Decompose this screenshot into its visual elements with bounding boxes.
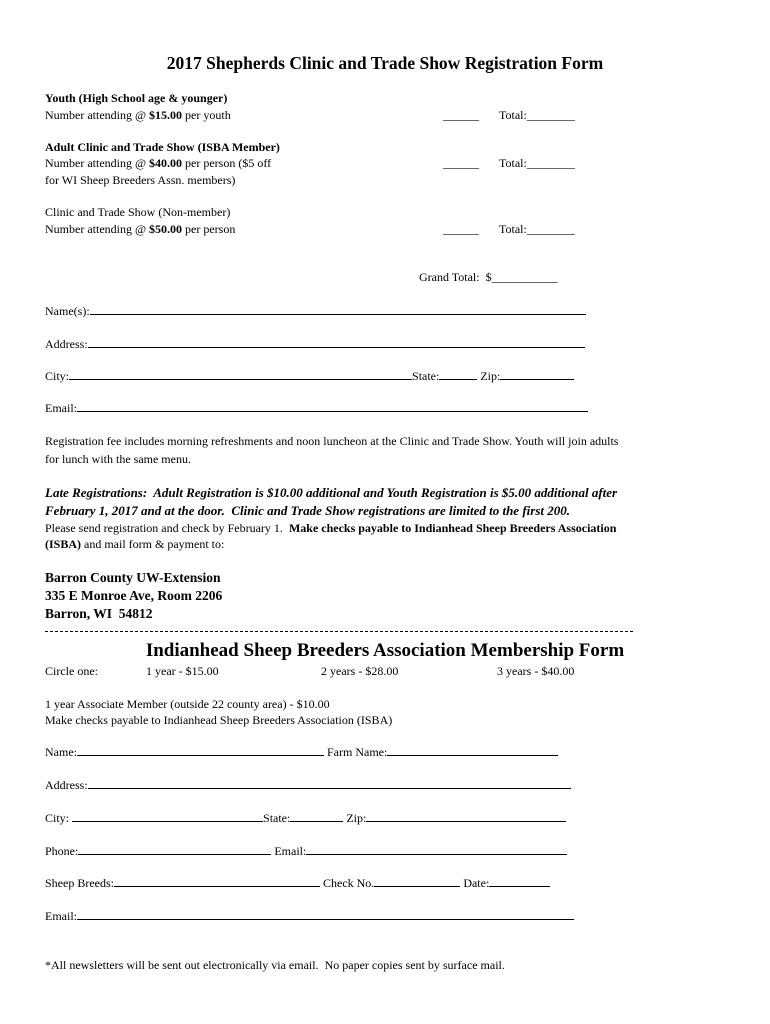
mail-address-line-1: Barron County UW-Extension (45, 570, 221, 585)
member-city-state-zip-field[interactable]: City: State: Zip: (45, 810, 566, 826)
late-registration-line-1: Late Registrations: Adult Registration is $10.00 additional and Youth Registration is $5.00 additional after (45, 485, 618, 500)
mail-address-line-3: Barron, WI 54812 (45, 606, 153, 621)
option-2-years[interactable]: 2 years - $28.00 (321, 664, 399, 678)
send-instructions-line-2: (ISBA) and mail form & payment to: (45, 537, 225, 551)
grand-total-field[interactable]: Grand Total: $___________ (419, 270, 558, 284)
cut-line-divider (45, 631, 633, 632)
associate-member-option[interactable]: 1 year Associate Member (outside 22 county area) - $10.00 (45, 697, 330, 711)
youth-count-field[interactable]: ______ (443, 108, 479, 122)
membership-title: Indianhead Sheep Breeders Association Membership Form (145, 640, 625, 661)
youth-price: $15.00 (149, 108, 183, 122)
address-field[interactable]: Address: (45, 336, 585, 352)
adult-member-count-field[interactable]: ______ (443, 156, 479, 170)
fee-note-line-2: for lunch with the same menu. (45, 452, 191, 466)
adult-member-price: $40.00 (149, 156, 183, 170)
youth-rate-line: Number attending @ $15.00 per youth (45, 108, 231, 122)
newsletter-note: *All newsletters will be sent out electronically via email. No paper copies sent by surface mail. (45, 958, 505, 972)
member-breeds-check-date-field[interactable]: Sheep Breeds: Check No. Date: (45, 875, 550, 891)
non-member-heading: Clinic and Trade Show (Non-member) (45, 205, 231, 219)
circle-one-label: Circle one: (45, 664, 98, 678)
option-3-years[interactable]: 3 years - $40.00 (497, 664, 575, 678)
names-field[interactable]: Name(s): (45, 303, 586, 319)
adult-member-total-field[interactable]: Total:________ (499, 156, 575, 170)
option-1-year[interactable]: 1 year - $15.00 (146, 664, 219, 678)
member-address-field[interactable]: Address: (45, 777, 571, 793)
member-email-field[interactable]: Email: (45, 908, 574, 924)
non-member-count-field[interactable]: ______ (443, 222, 479, 236)
membership-payable-note: Make checks payable to Indianhead Sheep Breeders Association (ISBA) (45, 713, 393, 727)
youth-total-field[interactable]: Total:________ (499, 108, 575, 122)
fee-note-line-1: Registration fee includes morning refreshments and noon luncheon at the Clinic and Trade Show. Youth will join adults (45, 434, 619, 448)
non-member-rate-line: Number attending @ $50.00 per person (45, 222, 236, 236)
non-member-price: $50.00 (149, 222, 183, 236)
mail-address-line-2: 335 E Monroe Ave, Room 2206 (45, 588, 223, 603)
member-phone-email-field[interactable]: Phone: Email: (45, 843, 567, 859)
send-instructions-line-1: Please send registration and check by February 1. Make checks payable to Indianhead Sheep Breeders Association (45, 521, 617, 535)
email-field[interactable]: Email: (45, 400, 588, 416)
youth-heading: Youth (High School age & younger) (45, 91, 228, 105)
adult-member-rate-line: Number attending @ $40.00 per person ($5 off (45, 156, 272, 170)
registration-title: 2017 Shepherds Clinic and Trade Show Registration Form (166, 53, 604, 73)
non-member-total-field[interactable]: Total:________ (499, 222, 575, 236)
late-registration-line-2: February 1, 2017 and at the door. Clinic and Trade Show registrations are limited to the first 200. (45, 503, 570, 518)
member-name-farm-field[interactable]: Name: Farm Name: (45, 744, 558, 760)
city-state-zip-field[interactable]: City: State: Zip: (45, 368, 574, 384)
adult-member-heading: Adult Clinic and Trade Show (ISBA Member) (45, 140, 280, 154)
adult-member-discount-note: for WI Sheep Breeders Assn. members) (45, 173, 236, 187)
